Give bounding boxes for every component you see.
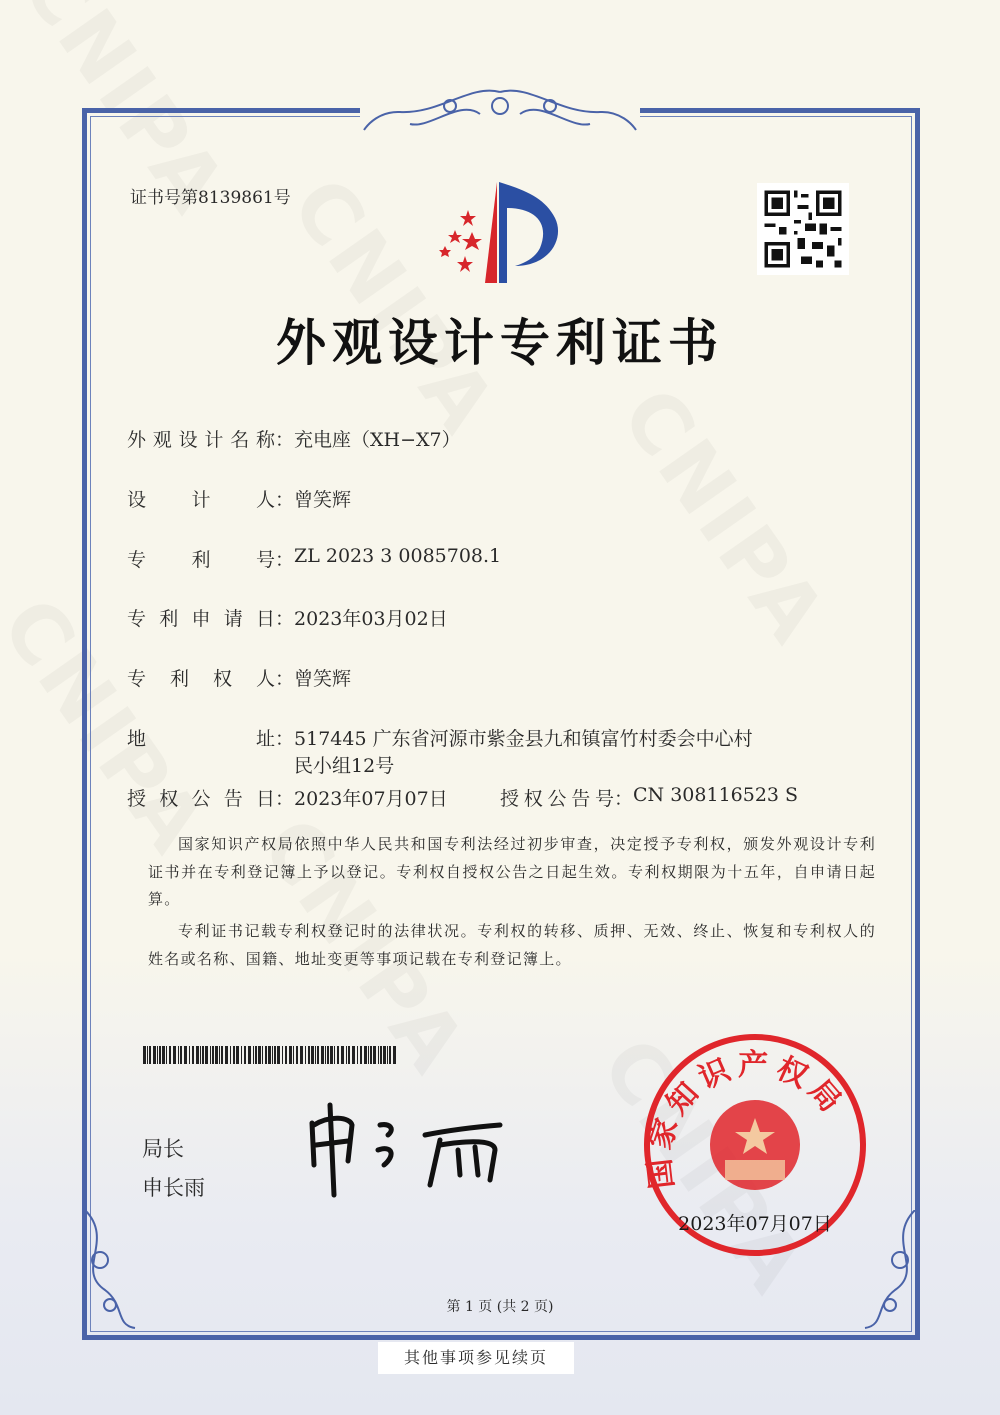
cnipa-logo [425, 178, 575, 290]
barcode-bar [370, 1046, 372, 1064]
field-value: 充电座（XH−X7） [294, 429, 461, 451]
barcode-bar [352, 1046, 355, 1064]
seal-text: 国家知识产权局 [641, 1047, 852, 1191]
barcode-bar [325, 1046, 326, 1064]
continuation-note: 其他事项参见续页 [378, 1342, 574, 1374]
colon: ： [275, 608, 295, 630]
barcode-bar [230, 1046, 231, 1064]
barcode-bar [357, 1046, 358, 1064]
field-designer [127, 485, 351, 512]
field-address [127, 724, 753, 778]
barcode-bar [308, 1046, 310, 1064]
barcode-bar [334, 1046, 335, 1064]
barcode-bar [236, 1046, 239, 1064]
barcode-bar [162, 1046, 165, 1064]
field-value-line2: 民小组12号 [294, 755, 395, 777]
barcode-bar [169, 1046, 171, 1064]
barcode-bar [233, 1046, 235, 1064]
barcode-bar [274, 1046, 276, 1064]
barcode-bar [378, 1046, 379, 1064]
barcode-bar [296, 1046, 298, 1064]
barcode-bar [241, 1046, 242, 1064]
certificate-number: 证书号第8139861号 [130, 188, 291, 208]
barcode-bar [380, 1046, 382, 1064]
colon: ： [275, 429, 295, 451]
barcode-bar [221, 1046, 223, 1064]
field-application-date [127, 604, 448, 631]
barcode-bar [321, 1046, 324, 1064]
field-value: 2023年03月02日 [294, 608, 448, 630]
barcode-bar [300, 1046, 303, 1064]
field-value-wrap [294, 724, 753, 778]
barcode-bar [253, 1046, 254, 1064]
field-value: 517445 广东省河源市紫金县九和镇富竹村委会中心村 [294, 728, 753, 750]
barcode-bar [166, 1046, 167, 1064]
barcode-bar [360, 1046, 362, 1064]
barcode-bar [189, 1046, 190, 1064]
paragraph-legal-status: 专利证书记载专利权登记时的法律状况。专利权的转移、质押、无效、终止、恢复和专利权人的姓名或名称、国籍、地址变更等事项记载在专利登记簿上。 [148, 922, 876, 968]
barcode-bar [159, 1046, 161, 1064]
colon: ： [275, 489, 295, 511]
barcode-bar [143, 1046, 146, 1064]
field-value: 曾笑辉 [294, 668, 352, 690]
signatory-name: 申长雨 [142, 1176, 205, 1200]
barcode-bar [317, 1046, 319, 1064]
barcode-bar [327, 1046, 329, 1064]
barcode-bar [212, 1046, 214, 1064]
barcode-bar [149, 1046, 151, 1064]
colon: ： [275, 788, 295, 810]
barcode-bar [258, 1046, 261, 1064]
field-value: 曾笑辉 [294, 489, 352, 511]
barcode-bar [337, 1046, 339, 1064]
barcode-bar [293, 1046, 294, 1064]
barcode-bar [153, 1046, 156, 1064]
barcode-bar [215, 1046, 218, 1064]
colon: ： [275, 668, 295, 690]
barcode-bar [389, 1046, 391, 1064]
barcode-bar [248, 1046, 251, 1064]
barcode-bar [200, 1046, 201, 1064]
barcode-bar [272, 1046, 273, 1064]
barcode-bar [178, 1046, 179, 1064]
paragraph-grant: 国家知识产权局依照中华人民共和国专利法经过初步审查，决定授予专利权，颁发外观设计专利证书并在专利登记簿上予以登记。专利权自授权公告之日起生效。专利权期限为十五年，自申请日起算。 [148, 835, 876, 908]
barcode-bar [305, 1046, 306, 1064]
official-seal [640, 1030, 870, 1260]
signature [300, 1095, 520, 1205]
barcode-bar [289, 1046, 292, 1064]
barcode-bar [255, 1046, 257, 1064]
barcode-bar [157, 1046, 158, 1064]
field-label: 设计人 [127, 489, 275, 511]
barcode-bar [173, 1046, 176, 1064]
barcode-bar [219, 1046, 220, 1064]
field-label: 专利权人 [127, 668, 275, 690]
field-value: CN 308116523 S [633, 784, 799, 806]
barcode-bar [205, 1046, 208, 1064]
barcode-bar [346, 1046, 347, 1064]
barcode-bar [147, 1046, 148, 1064]
field-label: 专利号 [127, 549, 275, 571]
field-patent-number [127, 545, 501, 572]
barcode-bar [383, 1046, 386, 1064]
barcode-bar [262, 1046, 263, 1064]
barcode-bar [364, 1046, 367, 1064]
field-patentee [127, 664, 351, 691]
field-grant-date [127, 784, 448, 811]
field-label: 授权公告号 [500, 788, 614, 810]
barcode-bar [282, 1046, 283, 1064]
barcode-bar [393, 1046, 396, 1064]
barcode [143, 1046, 397, 1064]
ornament-top [360, 84, 640, 134]
barcode-bar [368, 1046, 369, 1064]
page-indicator: 第 1 页 (共 2 页) [446, 1299, 554, 1315]
barcode-bar [202, 1046, 204, 1064]
barcode-bar [265, 1046, 267, 1064]
field-value: ZL 2023 3 0085708.1 [294, 545, 502, 567]
barcode-bar [373, 1046, 376, 1064]
signatory-title: 局长 [142, 1137, 184, 1161]
field-design-name [127, 425, 461, 452]
field-grant-number [500, 784, 798, 811]
barcode-bar [285, 1046, 287, 1064]
barcode-bar [330, 1046, 333, 1064]
colon: ： [614, 788, 634, 810]
qr-code [757, 183, 849, 275]
barcode-bar [348, 1046, 350, 1064]
barcode-bar [244, 1046, 246, 1064]
seal-date: 2023年07月07日 [678, 1213, 832, 1235]
barcode-bar [210, 1046, 211, 1064]
colon: ： [275, 728, 295, 750]
certificate-title: 外观设计专利证书 [276, 313, 724, 372]
barcode-bar [180, 1046, 182, 1064]
barcode-bar [184, 1046, 187, 1064]
barcode-bar [196, 1046, 199, 1064]
field-label: 授权公告日 [127, 788, 275, 810]
barcode-bar [277, 1046, 280, 1064]
barcode-bar [192, 1046, 194, 1064]
field-label: 外观设计名称 [127, 429, 275, 451]
barcode-bar [315, 1046, 316, 1064]
barcode-bar [225, 1046, 228, 1064]
field-value: 2023年07月07日 [294, 788, 448, 810]
colon: ： [275, 549, 295, 571]
field-label: 地址 [127, 728, 275, 750]
barcode-bar [311, 1046, 314, 1064]
barcode-bar [341, 1046, 344, 1064]
barcode-bar [387, 1046, 388, 1064]
barcode-bar [268, 1046, 271, 1064]
field-label: 专利申请日 [127, 608, 275, 630]
